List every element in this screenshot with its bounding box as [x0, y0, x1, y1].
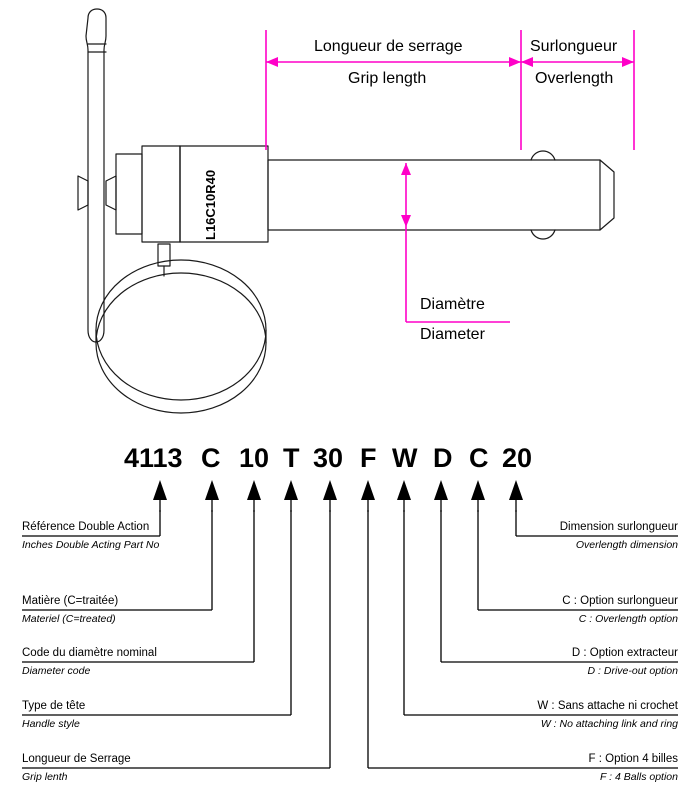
legend-right-3-en: W : No attaching link and ring — [540, 718, 678, 730]
part-number-segment-balls-option: F — [360, 443, 377, 473]
legend-right-1-fr: C : Option surlongueur — [562, 595, 678, 607]
legend-left-1-fr: Matière (C=traitée) — [22, 595, 119, 607]
legend-right-4-en: F : 4 Balls option — [599, 771, 678, 783]
part-number-segment-attaching-option: W — [392, 443, 418, 473]
pin-marking-text: L16C10R40 — [203, 169, 218, 240]
dimension-label-overlength-fr: Surlongueur — [530, 38, 618, 55]
part-number-segment-material: C — [201, 443, 221, 473]
dimension-label-overlength-en: Overlength — [535, 70, 614, 87]
pin-shank — [268, 160, 614, 230]
legend-left-0-fr: Référence Double Action — [22, 521, 150, 533]
legend-right-2-fr: D : Option extracteur — [571, 647, 678, 659]
legend-right-4-fr: F : Option 4 billes — [588, 753, 678, 765]
part-number-segment-diameter-code: 10 — [239, 443, 270, 473]
legend-right-2-en: D : Drive-out option — [587, 665, 678, 677]
handle-shape — [86, 9, 106, 342]
dimension-label-diameter-fr: Diamètre — [420, 296, 485, 313]
leader-arrowheads — [153, 480, 523, 500]
legend-right-1-en: C : Overlength option — [578, 613, 678, 625]
legend-left-3-en: Handle style — [22, 718, 80, 730]
legend-left-2-en: Diameter code — [22, 665, 91, 677]
attaching-link — [158, 244, 170, 276]
dimension-label-diameter-en: Diameter — [420, 326, 485, 343]
part-number-segment-reference: 4113 — [124, 443, 183, 473]
split-ring — [96, 260, 266, 413]
part-number-segment-driveout-option: D — [433, 443, 453, 473]
part-number-segment-grip-length: 30 — [313, 443, 344, 473]
legend-right-0-en: Overlength dimension — [575, 539, 678, 551]
legend-left-3-fr: Type de tête — [22, 700, 86, 712]
legend-left-2-fr: Code du diamètre nominal — [22, 647, 157, 659]
part-number-segment-overlength-dimension: 20 — [502, 443, 533, 473]
legend-left-0-en: Inches Double Acting Part No — [22, 539, 160, 551]
legend-right-0-fr: Dimension surlongueur — [559, 521, 678, 533]
locking-balls — [531, 151, 555, 239]
pin-head-block — [116, 146, 268, 242]
legend-left-1-en: Materiel (C=treated) — [22, 613, 116, 625]
part-number-segment-handle-style: T — [283, 443, 300, 473]
legend-left-4-en: Grip lenth — [22, 771, 68, 783]
part-number-segment-overlength-option: C — [469, 443, 489, 473]
handle-collar — [78, 176, 116, 210]
dimension-label-grip-length-en: Grip length — [348, 70, 427, 87]
legend-right-3-fr: W : Sans attache ni crochet — [537, 700, 678, 712]
legend-left-4-fr: Longueur de Serrage — [22, 753, 131, 765]
dimension-label-grip-length-fr: Longueur de serrage — [314, 38, 463, 55]
